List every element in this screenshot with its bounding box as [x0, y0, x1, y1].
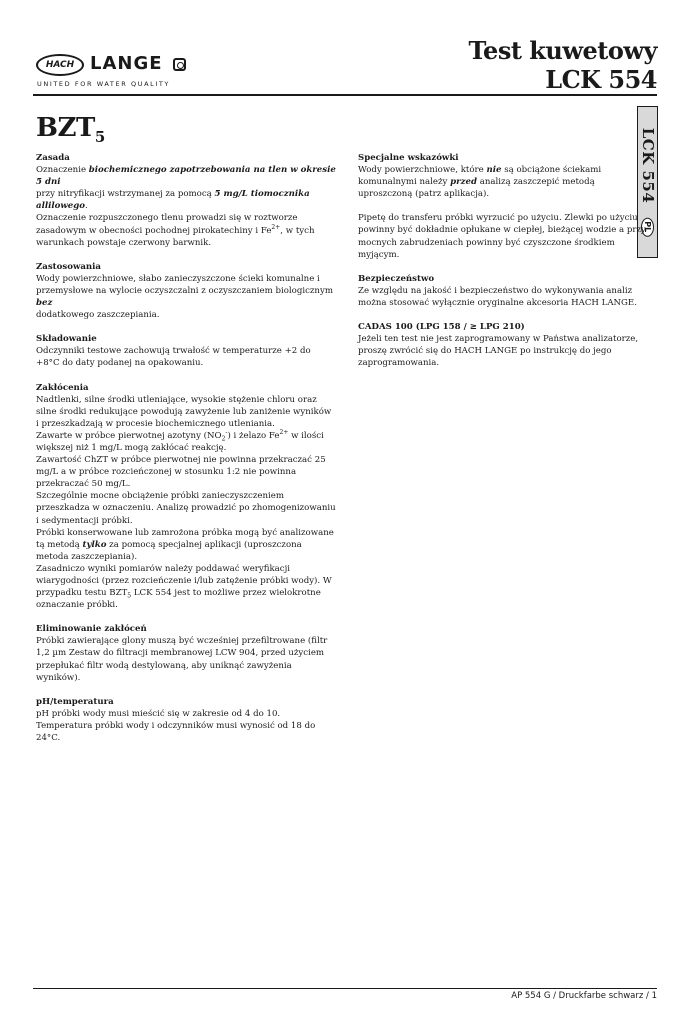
document-title: [468, 36, 657, 94]
parameter-title: $BZT_5$: [36, 113, 105, 147]
section-title: Zastosowania: [36, 261, 101, 272]
section-specjalne: [358, 152, 648, 261]
section-eliminowanie: [36, 623, 336, 683]
tagline: UNITED FOR WATER QUALITY: [37, 80, 170, 88]
section-title: Bezpieczeństwo: [358, 273, 435, 284]
paragraph: Nadtlenki, silne środki utleniające, wysokie stężenie chloru oraz silne środki redukujące powodują zawyżenie lub zaniżenie wyników i przeszkadzają w procesie biochemicznego utleniania.: [36, 394, 332, 429]
title-line-2: LCK 554: [545, 65, 657, 94]
hach-logo: HACH: [36, 54, 84, 76]
section-title: Eliminowanie zakłóceń: [36, 624, 147, 635]
section-title: Składowanie: [36, 334, 97, 345]
tab-code: LCK 554: [638, 127, 657, 204]
right-column: [358, 152, 648, 381]
footer-divider: [33, 988, 657, 989]
section-zaklocenia: [36, 382, 336, 612]
section-text: Odczynniki testowe zachowują trwałość w temperaturze +2 do +8°C do daty podanej na opakowaniu.: [36, 346, 311, 369]
section-zasada: [36, 152, 336, 249]
footer-text: AP 554 G / Druckfarbe schwarz / 1: [511, 991, 657, 1001]
language-badge: PL: [641, 217, 654, 236]
section-title: Zakłócenia: [36, 382, 89, 393]
lange-logo-text: LANGE: [90, 53, 163, 74]
paragraph: Pipetę do transferu próbki wyrzucić po użyciu. Zlewki po użyciu powinny być dokładnie opłukane w ciepłej, bieżącej wodzie a przy mocnych zabrudzeniach powinny być czyszczone środkiem myjącym.: [358, 213, 646, 260]
hach-lange-logo: [36, 52, 196, 92]
section-cadas: [358, 321, 648, 369]
left-column: [36, 152, 336, 756]
paragraph: Wody powierzchniowe, które nie są obciążone ściekami komunalnymi należy przed analizą zaszczepić metodą uproszczoną (patrz aplikacja).: [358, 165, 602, 200]
section-skladowanie: [36, 333, 336, 369]
section-text: Ze względu na jakość i bezpieczeństwo do wykonywania analiz można stosować wyłącznie oryginalne akcesoria HACH LANGE.: [358, 285, 637, 308]
paragraph: Próbki konserwowane lub zamrożona próbka mogą być analizowane tą metodą tylko za pomocą specjalnej aplikacji (uproszczona metoda zaszczepiania).: [36, 527, 334, 562]
paragraph: Zawarte w próbce pierwotnej azotyny $(NO_2^-)$ i żelazo $Fe^{2+}$ w ilości większej niż 1 mg/L mogą zakłócać reakcję.: [36, 429, 324, 453]
lange-mark-icon: [173, 58, 186, 71]
header-divider: [33, 94, 657, 96]
section-text: Oznaczenie biochemicznego zapotrzebowania na tlen w okresie 5 dni przy nitryfikacji wstrzymanej za pomocą 5 mg/L tiomocznika allilowego. Oznaczenie rozpuszczonego tlenu prowadzi się w roztworze zasadowym w obecności pochodnej pirokatechiny i $Fe^{2+}$, w tych warunkach powstaje czerwony barwnik.: [36, 165, 336, 248]
section-text: pH próbki wody musi mieścić się w zakresie od 4 do 10. Temperatura próbki wody i odczynników musi wynosić od 18 do 24°C.: [36, 708, 316, 744]
section-title: Zasada: [36, 153, 70, 163]
section-text: Jeżeli ten test nie jest zaprogramowany w Państwa analizatorze, proszę zwrócić się do HACH LANGE po instrukcję do jego zaprogramowania.: [358, 334, 639, 369]
section-title: pH/temperatura: [36, 696, 114, 707]
section-ph-temperatura: [36, 696, 336, 744]
title-line-1: Test kuwetowy: [468, 36, 657, 65]
paragraph: Szczególnie mocne obciążenie próbki zanieczyszczeniem przeszkadza w oznaczeniu. Analizę prowadzić po zhomogenizowaniu i sedymentacji próbki.: [36, 491, 336, 526]
section-title: Specjalne wskazówki: [358, 153, 459, 163]
section-zastosowania: [36, 261, 336, 321]
section-text: Wody powierzchniowe, słabo zanieczyszczone ścieki komunalne i przemysłowe na wylocie oczyszczalni z oczyszczaniem biologicznym bez dodatkowego zaszczepiania.: [36, 273, 333, 321]
section-title: CADAS 100 (LPG 158 / ≥ LPG 210): [358, 322, 525, 333]
paragraph: Zawartość ChZT w próbce pierwotnej nie powinna przekraczać 25 mg/L a w próbce rozcieńczonej w stosunku 1:2 nie powinna przekraczać 50 mg/L.: [36, 455, 326, 490]
paragraph: Zasadniczo wyniki pomiarów należy poddawać weryfikacji wiarygodności (przez rozcieńczenie i/lub zatężenie próbki wody). W przypadku testu $BZT_5$ LCK 554 jest to możliwe przez wielokrotne oznaczanie próbki.: [36, 563, 332, 611]
section-text: Próbki zawierające glony muszą być wcześniej przefiltrowane (filtr 1,2 µm Zestaw do filtracji membranowej LCW 904, przed użyciem przepłukać filtr wodą destylowaną, aby uniknąć zawyżenia wyników).: [36, 636, 328, 683]
section-bezpieczenstwo: [358, 273, 648, 309]
